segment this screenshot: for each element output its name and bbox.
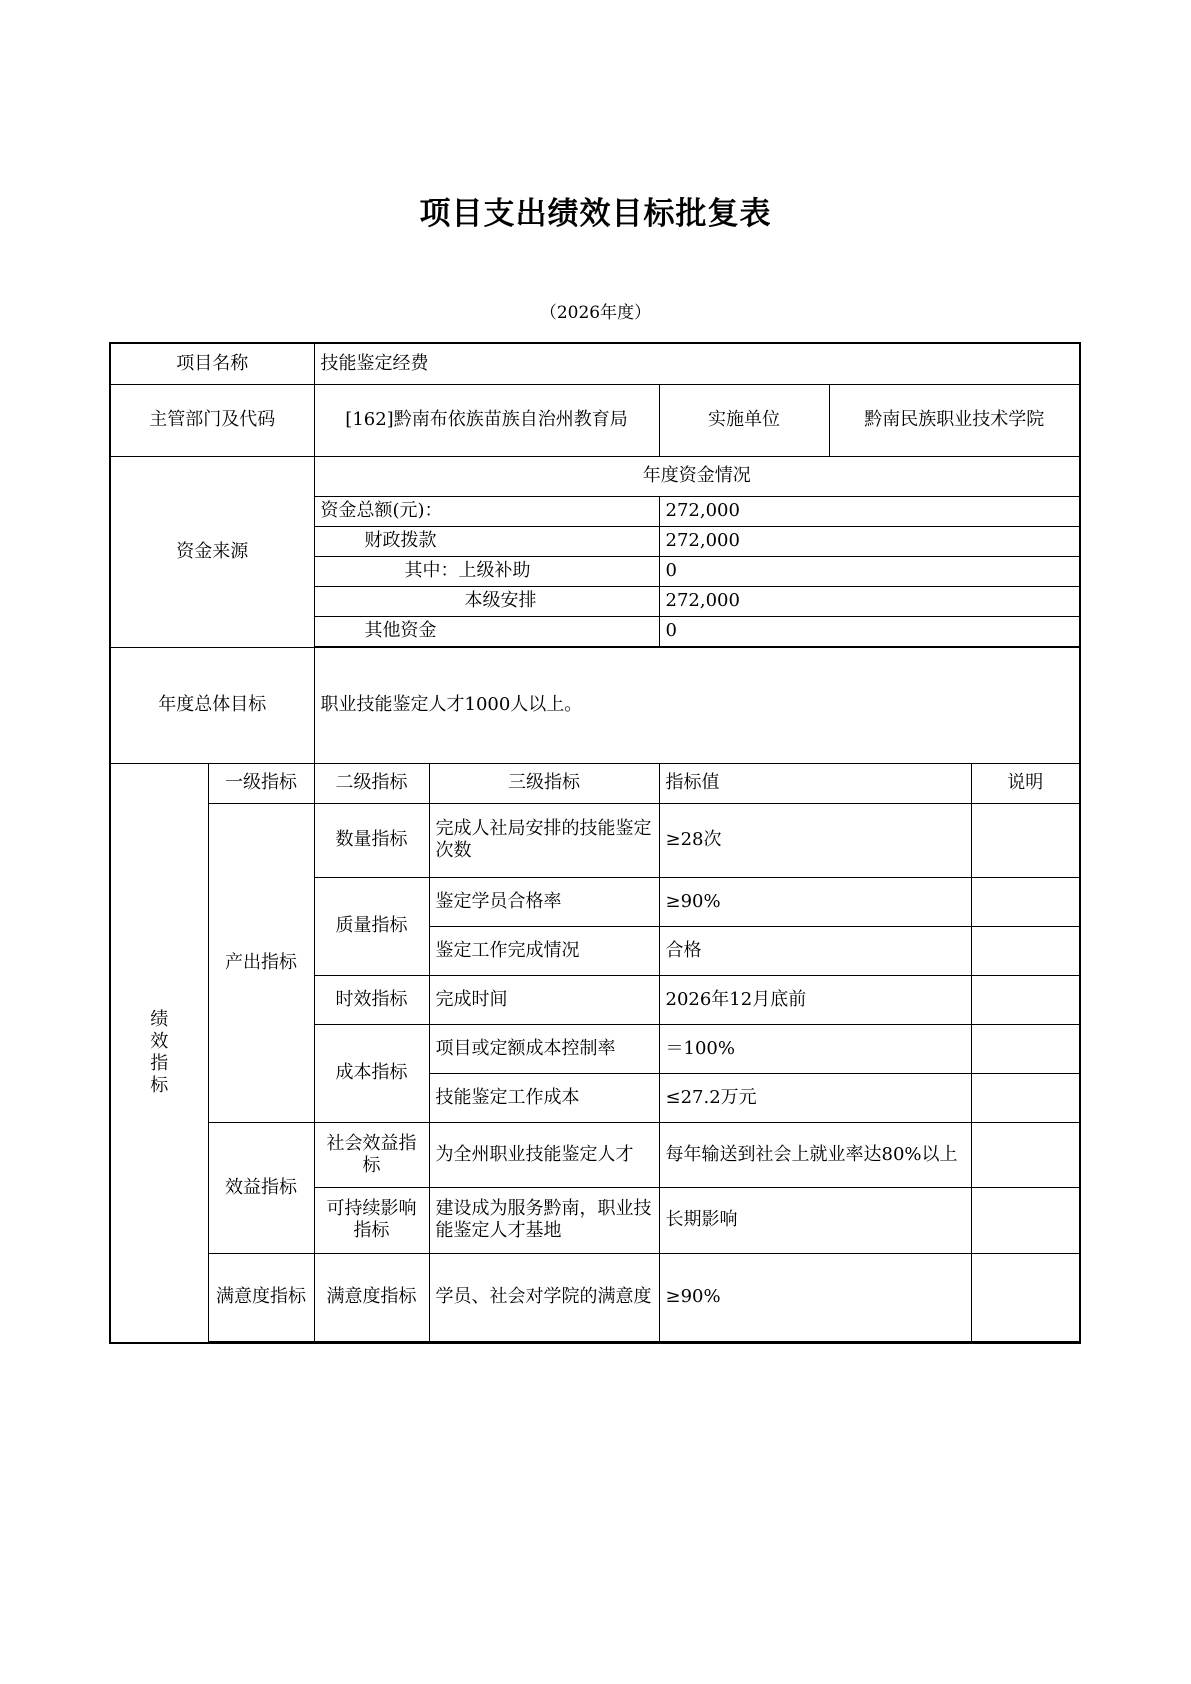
benefit-label: 效益指标 bbox=[208, 1122, 314, 1253]
satisfaction-sub-label: 满意度指标 bbox=[314, 1253, 429, 1341]
goal-value: 职业技能鉴定人才1000人以上。 bbox=[314, 647, 1080, 763]
quantity-note bbox=[971, 803, 1080, 877]
quality-item-1: 鉴定学员合格率 bbox=[429, 877, 659, 926]
sustain-item: 建设成为服务黔南，职业技能鉴定人才基地 bbox=[429, 1187, 659, 1253]
funds-fiscal-label: 财政拨款 bbox=[314, 526, 659, 556]
dept-value: [162]黔南布依族苗族自治州教育局 bbox=[314, 384, 659, 456]
funds-header: 年度资金情况 bbox=[314, 456, 1080, 496]
header-level3: 三级指标 bbox=[429, 763, 659, 803]
quality-value-1: ≥90% bbox=[659, 877, 971, 926]
satisfaction-row bbox=[110, 1253, 1080, 1341]
funds-local-label: 本级安排 bbox=[314, 586, 659, 616]
header-level1: 一级指标 bbox=[208, 763, 314, 803]
sustain-label: 可持续影响指标 bbox=[314, 1187, 429, 1253]
cost-note-1 bbox=[971, 1024, 1080, 1073]
page-title: 项目支出绩效目标批复表 bbox=[419, 196, 772, 232]
satisfaction-label: 满意度指标 bbox=[208, 1253, 314, 1341]
quantity-value: ≥28次 bbox=[659, 803, 971, 877]
funds-local-value: 272,000 bbox=[659, 586, 1080, 616]
indicator-section-text: 绩效指标 bbox=[150, 1008, 169, 1096]
unit-value: 黔南民族职业技术学院 bbox=[829, 384, 1080, 456]
project-name-value: 技能鉴定经费 bbox=[314, 343, 1080, 384]
quality-item-2: 鉴定工作完成情况 bbox=[429, 926, 659, 975]
funds-header-row bbox=[110, 456, 1080, 496]
cost-note-2 bbox=[971, 1073, 1080, 1122]
social-value: 每年输送到社会上就业率达80%以上 bbox=[659, 1122, 971, 1187]
year-label: （2026年度） bbox=[539, 303, 652, 323]
funds-upper-value: 0 bbox=[659, 556, 1080, 586]
header-note: 说明 bbox=[971, 763, 1080, 803]
satisfaction-item: 学员、社会对学院的满意度 bbox=[429, 1253, 659, 1341]
project-name-label: 项目名称 bbox=[110, 343, 314, 384]
satisfaction-value: ≥90% bbox=[659, 1253, 971, 1341]
dept-label: 主管部门及代码 bbox=[110, 384, 314, 456]
social-note bbox=[971, 1122, 1080, 1187]
goal-row bbox=[110, 647, 1080, 763]
funds-upper-label: 其中：上级补助 bbox=[314, 556, 659, 586]
quantity-item: 完成人社局安排的技能鉴定次数 bbox=[429, 803, 659, 877]
sustain-note bbox=[971, 1187, 1080, 1253]
unit-label: 实施单位 bbox=[659, 384, 829, 456]
cost-label: 成本指标 bbox=[314, 1024, 429, 1122]
quality-value-2: 合格 bbox=[659, 926, 971, 975]
timeliness-label: 时效指标 bbox=[314, 975, 429, 1024]
funds-other-label: 其他资金 bbox=[314, 616, 659, 646]
cost-value-1: ＝100% bbox=[659, 1024, 971, 1073]
timeliness-value: 2026年12月底前 bbox=[659, 975, 971, 1024]
social-item: 为全州职业技能鉴定人才 bbox=[429, 1122, 659, 1187]
cost-item-2: 技能鉴定工作成本 bbox=[429, 1073, 659, 1122]
social-label: 社会效益指标 bbox=[314, 1122, 429, 1187]
header-level2: 二级指标 bbox=[314, 763, 429, 803]
performance-table bbox=[109, 342, 1081, 1344]
funds-label: 资金来源 bbox=[110, 456, 314, 647]
dept-row bbox=[110, 384, 1080, 456]
cost-value-2: ≤27.2万元 bbox=[659, 1073, 971, 1122]
project-name-row bbox=[110, 343, 1080, 384]
quantity-label: 数量指标 bbox=[314, 803, 429, 877]
funds-total-value: 272,000 bbox=[659, 496, 1080, 526]
social-row bbox=[110, 1122, 1080, 1187]
quality-note-2 bbox=[971, 926, 1080, 975]
cost-item-1: 项目或定额成本控制率 bbox=[429, 1024, 659, 1073]
funds-total-label: 资金总额(元)： bbox=[314, 496, 659, 526]
quality-note-1 bbox=[971, 877, 1080, 926]
output-label: 产出指标 bbox=[208, 803, 314, 1122]
funds-fiscal-value: 272,000 bbox=[659, 526, 1080, 556]
goal-label: 年度总体目标 bbox=[110, 647, 314, 763]
header-value: 指标值 bbox=[659, 763, 971, 803]
indicator-section-label bbox=[110, 763, 208, 1343]
quality-label: 质量指标 bbox=[314, 877, 429, 975]
timeliness-note bbox=[971, 975, 1080, 1024]
indicator-header-row bbox=[110, 763, 1080, 803]
satisfaction-note bbox=[971, 1253, 1080, 1341]
quantity-row bbox=[110, 803, 1080, 877]
sustain-value: 长期影响 bbox=[659, 1187, 971, 1253]
funds-other-value: 0 bbox=[659, 616, 1080, 646]
timeliness-item: 完成时间 bbox=[429, 975, 659, 1024]
